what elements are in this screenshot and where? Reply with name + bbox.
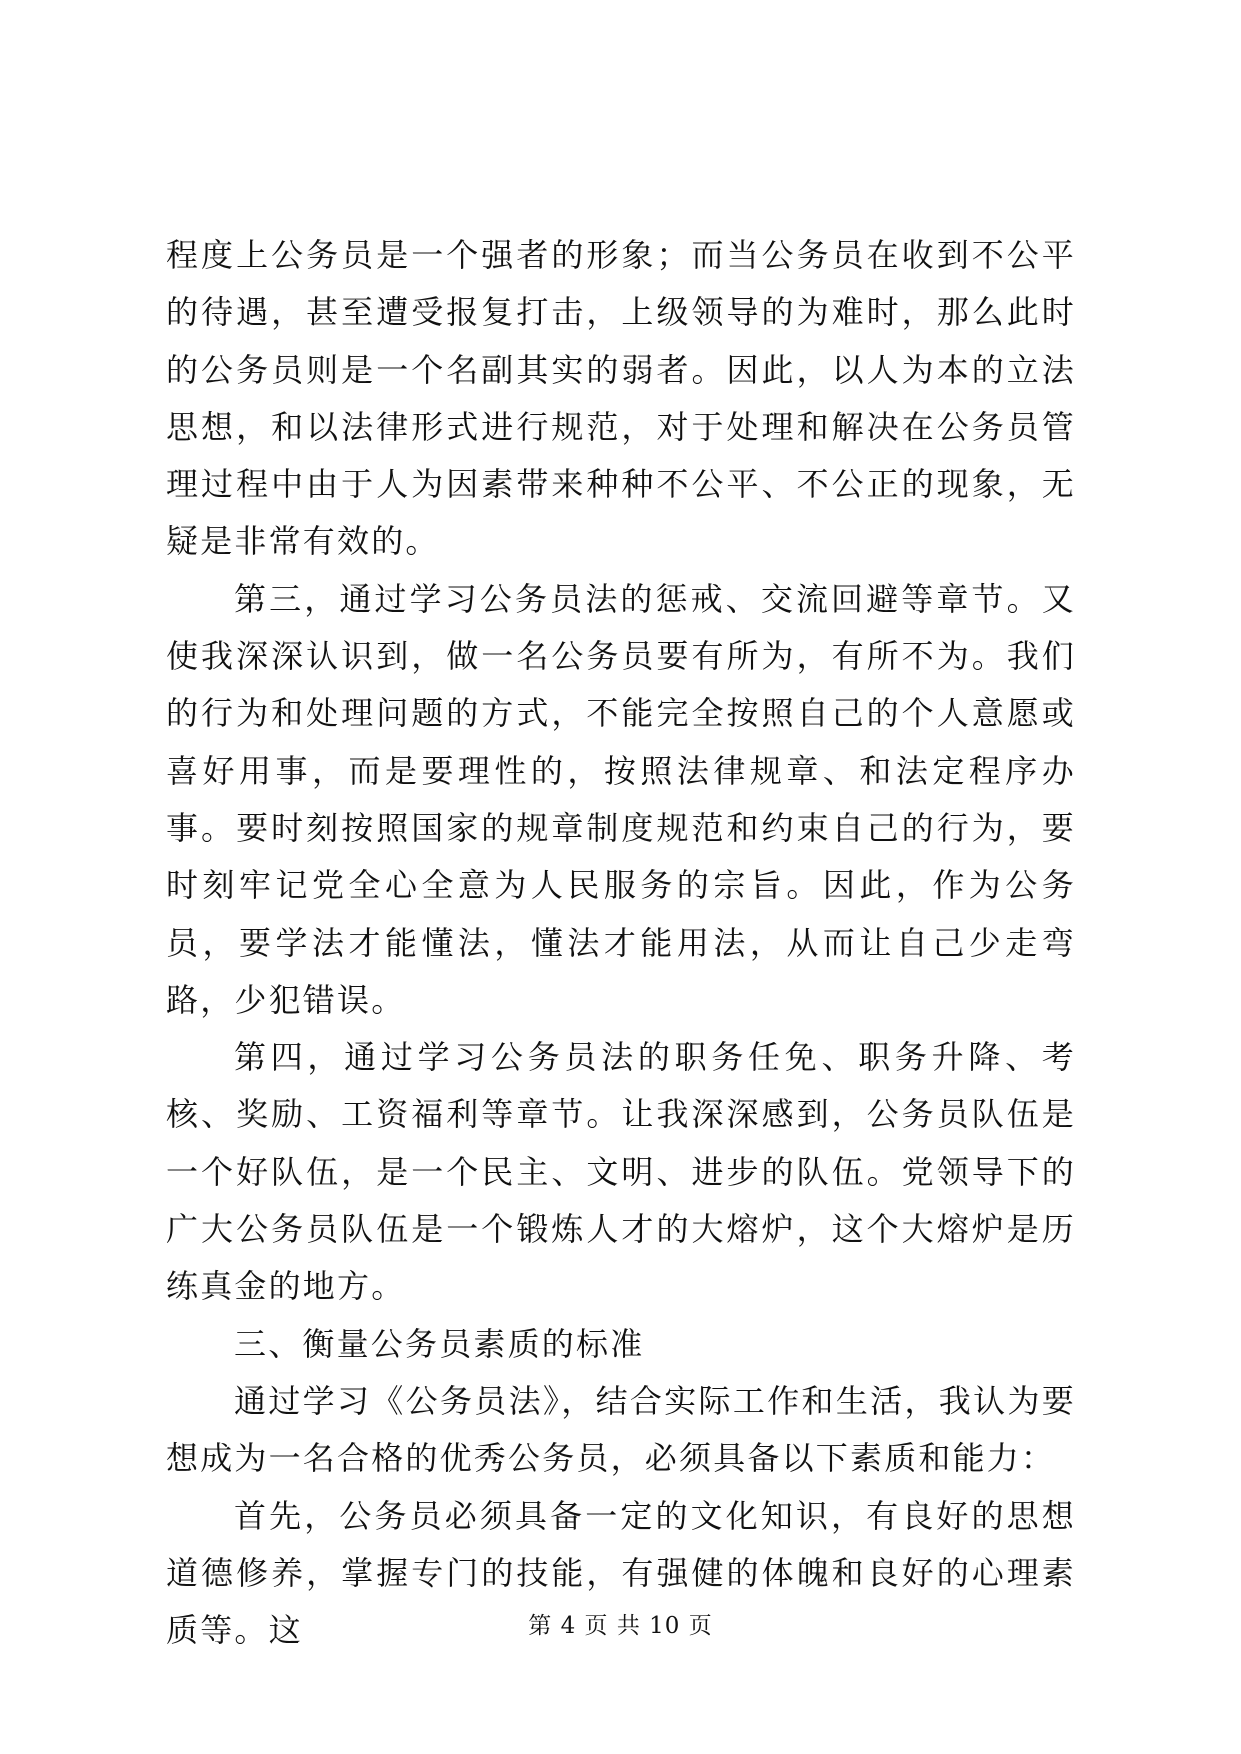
document-body <box>166 227 1076 1659</box>
paragraph-continued: 程度上公务员是一个强者的形象；而当公务员在收到不公平的待遇，甚至遭受报复打击，上级领导的为难时，那么此时的公务员则是一个名副其实的弱者。因此，以人为本的立法思想，和以法律形式进行规范，对于处理和解决在公务员管理过程中由于人为因素带来种种不公平、不公正的现象，无疑是非常有效的。 <box>166 236 1076 561</box>
paragraph-first: 首先，公务员必须具备一定的文化知识，有良好的思想道德修养，掌握专门的技能，有强健的体魄和良好的心理素质等。这 <box>166 1496 1076 1650</box>
page-number-footer: 第 4 页 共 10 页 <box>528 1613 713 1639</box>
paragraph-point-four: 第四，通过学习公务员法的职务任免、职务升降、考核、奖励、工资福利等章节。让我深深感到，公务员队伍是一个好队伍，是一个民主、文明、进步的队伍。党领导下的广大公务员队伍是一个锻炼人才的大熔炉，这个大熔炉是历练真金的地方。 <box>166 1038 1076 1306</box>
paragraph-point-three: 第三，通过学习公务员法的惩戒、交流回避等章节。又使我深深认识到，做一名公务员要有所为，有所不为。我们的行为和处理问题的方式，不能完全按照自己的个人意愿或喜好用事，而是要理性的，按照法律规章、和法定程序办事。要时刻按照国家的规章制度规范和约束自己的行为，要时刻牢记党全心全意为人民服务的宗旨。因此，作为公务员，要学法才能懂法，懂法才能用法，从而让自己少走弯路，少犯错误。 <box>166 579 1076 1019</box>
paragraph-intro: 通过学习《公务员法》，结合实际工作和生活，我认为要想成为一名合格的优秀公务员，必须具备以下素质和能力： <box>166 1381 1076 1478</box>
section-heading: 三、衡量公务员素质的标准 <box>234 1324 645 1363</box>
